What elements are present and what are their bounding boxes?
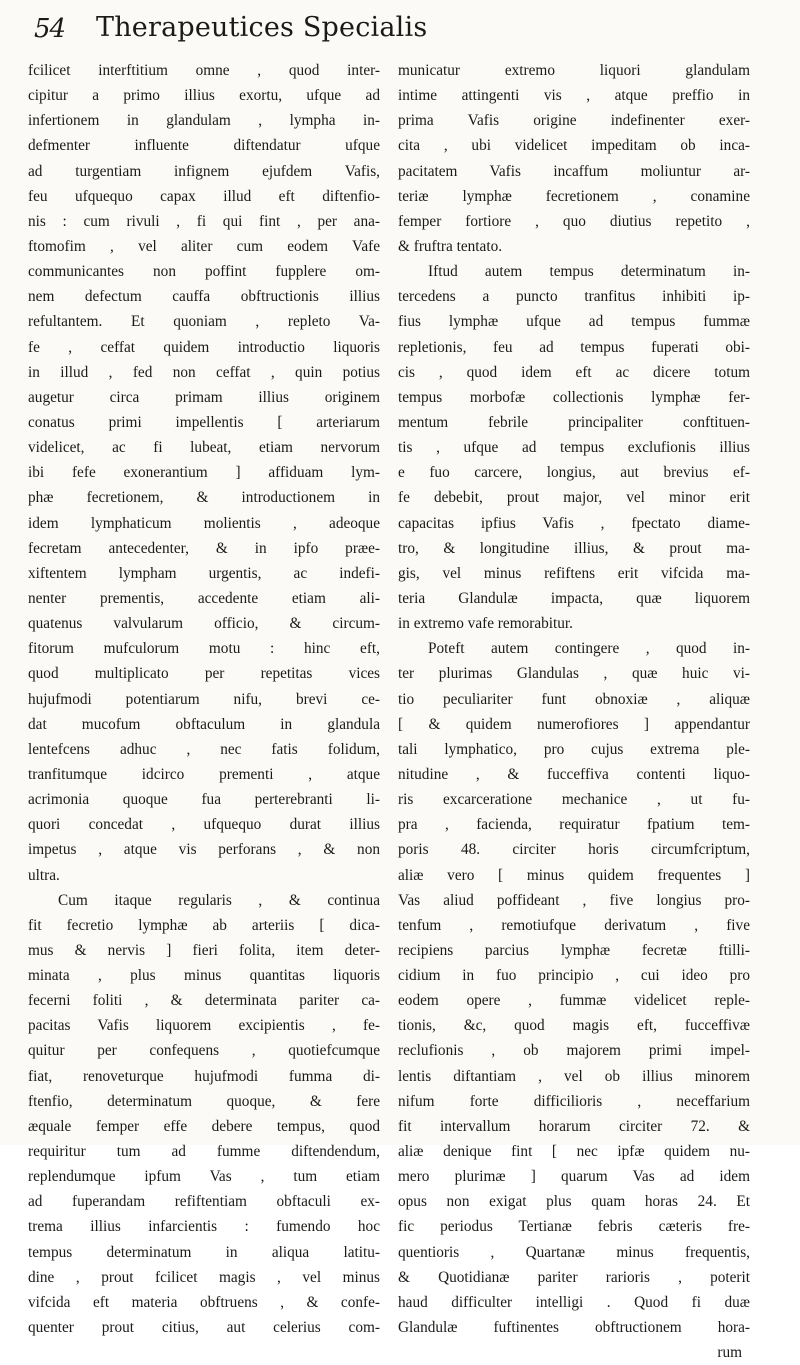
text-line: femper fortiore , quo diutius repetito , [398,212,750,230]
text-line: fit intervallum horarum circiter 72. & [398,1117,750,1135]
text-line: mero plurimæ ] quarum Vas ad idem [398,1168,750,1186]
left-text-column [28,58,380,1340]
running-title: Therapeutices Specialis [96,12,428,43]
text-line: ftenfio, determinatum quoque, & fere [28,1092,380,1110]
text-line: lentis diftantiam , vel ob illius minorem [398,1067,750,1085]
text-line: tenfum , remotiufque derivatum , five [398,916,750,934]
text-line: feu ufquequo capax illud eft diftenfio- [28,187,380,205]
text-line: quitur per confequens , quotiefcumque [28,1042,380,1060]
text-line: xiftentem lympham urgentis, ac indefi- [28,564,380,582]
text-line: gis, vel minus refiftens erit vifcida ma- [398,564,750,582]
text-line: acrimonia quoque fua perterebranti li- [28,791,380,809]
text-line: capacitas ipfius Vafis , fpectato diame- [398,514,750,532]
text-line: tempus determinatum in aliqua latitu- [28,1243,380,1261]
text-line: pra , facienda, requiratur fpatium tem- [398,816,750,834]
text-line: fecretam antecedenter, & in ipfo præe- [28,539,380,557]
text-line: fe , ceffat quidem introductio liquoris [28,338,380,356]
text-line: [ & quidem numerofiores ] appendantur [398,715,750,733]
text-line: ultra. [28,866,60,884]
text-line: nenter prementis, accedente etiam ali- [28,589,380,607]
text-line: tali lymphatico, pro cujus extrema ple- [398,740,750,758]
text-line: tercedens a puncto tranfitus inhibiti ip- [398,288,750,306]
text-line: nitudine , & fucceffiva contenti liquo- [398,765,750,783]
text-line: quatenus valvularum officio, & circum- [28,615,380,633]
text-line: eodem opere , fummæ videlicet reple- [398,992,750,1010]
text-line: fecerni foliti , & determinata pariter ca- [28,992,380,1010]
text-line: nem defectum cauffa obftructionis illius [28,288,380,306]
text-line: ibi fefe exonerantium ] affiduam lym- [28,464,380,482]
text-line: tio peculiariter funt obnoxiæ , aliquæ [398,690,750,708]
text-line: tempus morbofæ collectionis lymphæ fer- [398,388,750,406]
text-line: impetus , atque vis perforans , & non [28,841,380,859]
text-line: in illud , fed non ceffat , quin potius [28,363,380,381]
text-line: lentefcens adhuc , nec fatis folidum, [28,740,380,758]
text-line: quori concedat , ufquequo durat illius [28,816,380,834]
text-line: refultantem. Et quoniam , repleto Va- [28,313,380,331]
page-header [34,12,774,52]
text-line: fitorum mufculorum motu : hinc eft, [28,640,380,658]
text-line: videlicet, ac fi lubeat, etiam nervorum [28,439,380,457]
text-line: fe debebit, prout major, vel minor erit [398,489,750,507]
text-line: opus non exigat plus quam horas 24. Et [398,1193,750,1211]
text-line: Glandulæ fuftinentes obftructionem hora- [398,1319,750,1337]
text-line: æquale femper effe debere tempus, quod [28,1117,380,1135]
text-line: dine , prout fcilicet magis , vel minus [28,1268,380,1286]
text-line: teriæ lymphæ fecretionem , conamine [398,187,750,205]
right-text-column [398,58,750,1365]
text-line: aliæ denique fint [ nec ipfæ quidem nu- [398,1143,750,1161]
text-line: poris 48. circiter horis circumfcriptum, [398,841,750,859]
text-line: cidium in fuo principio , cui ideo pro [398,967,750,985]
text-line: fcilicet interftitium omne , quod inter- [28,62,380,79]
text-line: tionis, &c, quod magis eft, fucceffivæ [398,1017,750,1035]
text-line: fius lymphæ ufque ad tempus fummæ [398,313,750,331]
text-line: pacitatem Vafis incaffum moliuntur ar- [398,162,750,180]
text-line: vifcida eft materia obftruens , & confe- [28,1293,380,1311]
text-line: Vas aliud poffideant , five longius pro- [398,891,750,909]
text-line: e fuo carcere, longius, aut brevius ef- [398,464,750,482]
text-line: ftomofim , vel aliter cum eodem Vafe [28,237,380,255]
text-line: ad fuperandam refiftentiam obftaculi ex- [28,1193,380,1211]
text-line: nifum forte difficilioris , neceffarium [398,1092,750,1110]
text-line: recipiens parcius lymphæ fecretæ ftilli- [398,941,750,959]
text-line: defmenter influente diftendatur ufque [28,137,380,155]
text-line: rum [717,1344,742,1362]
text-line: in extremo vafe remorabitur. [398,615,573,633]
text-line: reclufionis , ob majorem primi impel- [398,1042,750,1060]
text-line: fiat, renoveturque hujufmodi fumma di- [28,1067,380,1085]
text-line: minata , plus minus quantitas liquoris [28,967,380,985]
text-line: Cum itaque regularis , & continua [58,891,380,909]
text-line: Poteft autem contingere , quod in- [428,640,750,658]
text-line: cita , ubi videlicet impeditam ob inca- [398,137,750,155]
text-line: cis , quod idem eft ac dicere totum [398,363,750,381]
text-line: cipitur a primo illius exortu, ufque ad [28,87,380,105]
text-line: fic periodus Tertianæ febris cæteris fre- [398,1218,750,1236]
text-line: nis : cum rivuli , fi qui fint , per ana- [28,212,380,230]
text-line: & Quotidianæ pariter rarioris , poterit [398,1268,750,1286]
text-line: phæ fecretionem, & introductionem in [28,489,380,507]
text-line: tis , ufque ad tempus exclufionis illius [398,439,750,457]
text-line: teria Glandulæ impacta, quæ liquorem [398,589,750,607]
text-line: quod multiplicato per repetitas vices [28,665,380,683]
text-line: pacitas Vafis liquorem excipientis , fe- [28,1017,380,1035]
text-line: quentioris , Quartanæ minus frequentis, [398,1243,750,1261]
text-line: infertionem in glandulam , lympha in- [28,112,380,130]
text-line: intime attingenti vis , atque preffio in [398,87,750,105]
text-line: mentum febrile principaliter conftituen- [398,413,750,431]
text-line: tranfitumque idcirco prementi , atque [28,765,380,783]
text-line: conatus primi impellentis [ arteriarum [28,413,380,431]
text-line: requiritur tum ad fumme diftendendum, [28,1143,380,1161]
text-line: prima Vafis origine indefinenter exer- [398,112,750,130]
text-line: trema illius infarcientis : fumendo hoc [28,1218,380,1236]
text-line: quenter prout citius, aut celerius com- [28,1319,380,1337]
text-line: hujufmodi potentiarum nifu, brevi ce- [28,690,380,708]
text-line: tro, & longitudine illius, & prout ma- [398,539,750,557]
text-line: augetur circa primam illius originem [28,388,380,406]
text-line: mus & nervis ] fieri folita, item deter- [28,941,380,959]
text-line: repletionis, feu ad tempus fuperati obi- [398,338,750,356]
text-line: & fruftra tentato. [398,237,503,255]
text-line: aliæ vero [ minus quidem frequentes ] [398,866,750,884]
text-line: communicantes non poffint fupplere om- [28,263,380,281]
text-line: municatur extremo liquori glandulam [398,62,750,79]
text-line: haud difficulter intelligi . Quod fi duæ [398,1293,750,1311]
page-number: 54 [34,14,66,44]
text-line: ad turgentiam infignem ejufdem Vafis, [28,162,380,180]
text-line: replendumque ipfum Vas , tum etiam [28,1168,380,1186]
text-line: ris excarceratione mechanice , ut fu- [398,791,750,809]
text-line: fit fecretio lymphæ ab arteriis [ dica- [28,916,380,934]
text-line: ter plurimas Glandulas , quæ huic vi- [398,665,750,683]
text-line: dat mucofum obftaculum in glandula [28,715,380,733]
text-line: idem lymphaticum molientis , adeoque [28,514,380,532]
text-line: Iftud autem tempus determinatum in- [428,263,750,281]
